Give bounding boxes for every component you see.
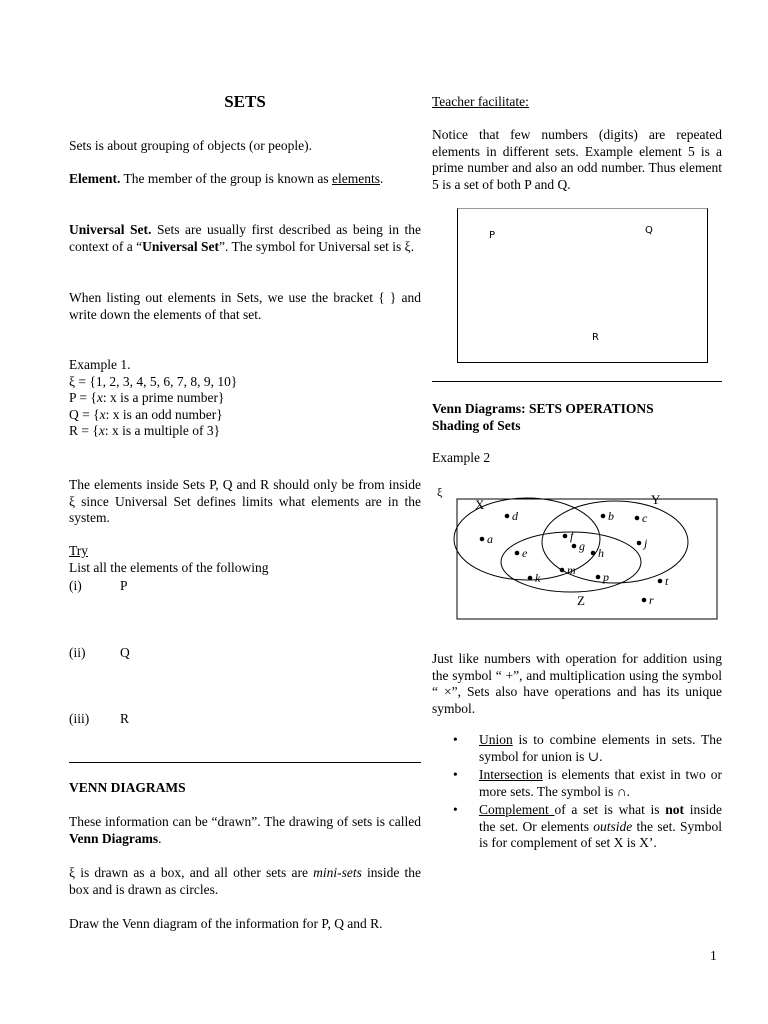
example-1-heading: Example 1. <box>69 357 131 372</box>
try-instruction: List all the elements of the following <box>69 559 269 575</box>
intro-text: Sets is about grouping of objects (or people). <box>69 138 312 153</box>
venn-point-f <box>563 534 568 539</box>
teacher-facilitate-heading: Teacher facilitate: <box>432 94 529 109</box>
venn-label-h: h <box>598 546 604 560</box>
box-text: ξ is drawn as a box, and all other sets are mini-sets inside the box and is drawn as circles. <box>69 865 421 897</box>
venn-label-g: g <box>579 539 585 553</box>
try-item-r: (iii) R <box>69 711 130 726</box>
venn-label-d: d <box>512 509 518 523</box>
notice-text: Notice that few numbers (digits) are repeated elements in different sets. Example element 5 is a prime number and also an odd number. Thus element 5 is a set of both P and Q. <box>432 127 722 192</box>
try-heading: Try <box>69 543 89 558</box>
draw-instruction: Draw the Venn diagram of the information for P, Q and R. <box>69 916 383 931</box>
element-text: The member of the group is known as <box>120 171 332 186</box>
venn-point-p <box>596 575 601 580</box>
drawn-text: These information can be “drawn”. The drawing of sets is called Venn Diagrams. <box>69 814 421 846</box>
venn-label-r: r <box>649 593 654 607</box>
section-divider-left <box>69 762 421 763</box>
set-q-line: Q = {x: x is an odd number} <box>69 406 223 422</box>
pqr-venn-box <box>457 208 708 363</box>
example-2-heading: Example 2 <box>432 450 491 465</box>
venn-point-g <box>572 544 577 549</box>
intersection-item: • Intersection is elements that exist in two or more sets. The symbol is ∩. <box>432 767 722 800</box>
venn-point-a <box>480 537 485 542</box>
set-z-label: Z <box>577 593 585 608</box>
inside-text: The elements inside Sets P, Q and R should only be from inside ξ since Universal Set defines limits what elements are in the system. <box>69 477 421 525</box>
try-item-p: (i) P <box>69 578 128 593</box>
venn-label-j: j <box>644 536 648 550</box>
page-number: 1 <box>710 948 717 963</box>
venn-point-r <box>642 598 647 603</box>
complement-item: • Complement of a set is what is not inside the set. Or elements outside the set. Symbol is for complement of set X is X’. <box>432 802 722 852</box>
section-divider-right <box>432 381 722 382</box>
venn-label-m: m <box>567 563 576 577</box>
union-item: • Union is to combine elements in sets. The symbol for union is ∪. <box>432 732 722 765</box>
venn-point-d <box>505 514 510 519</box>
universal-box <box>457 499 717 619</box>
venn-point-e <box>515 551 520 556</box>
example-1 <box>69 357 421 440</box>
element-definition: Element. The member of the group is known as elements. <box>69 171 384 186</box>
venn-label-b: b <box>608 509 614 523</box>
venn-label-c: c <box>642 511 648 525</box>
listing-text: When listing out elements in Sets, we use the bracket { } and write down the elements of that set. <box>69 290 421 322</box>
box-label-p: P <box>489 230 496 241</box>
venn-point-m <box>560 568 565 573</box>
venn-point-j <box>637 541 642 546</box>
try-section <box>69 543 421 576</box>
venn-label-k: k <box>535 571 541 585</box>
venn-diagrams-heading: VENN DIAGRAMS <box>69 780 186 795</box>
elements-link: elements <box>331 171 380 186</box>
universal-term: Universal Set. <box>69 222 152 237</box>
operations-list <box>432 732 722 854</box>
venn-label-e: e <box>522 546 528 560</box>
page-title: SETS <box>224 92 266 111</box>
box-label-q: Q <box>645 225 653 236</box>
venn-xi-label: ξ <box>437 485 443 499</box>
venn-label-a: a <box>487 532 493 546</box>
element-term: Element. <box>69 171 121 186</box>
xyz-venn-diagram <box>432 484 722 624</box>
venn-point-t <box>658 579 663 584</box>
venn-point-h <box>591 551 596 556</box>
numbers-text: Just like numbers with operation for addition using the symbol “ +”, and multiplication using the symbol “ ×”, Sets also have operations and has its unique symbol. <box>432 651 722 716</box>
universal-set-definition: Universal Set. Sets are usually first described as being in the context of a “Universal Set”. The symbol for Universal set is ξ. <box>69 222 422 254</box>
venn-label-f: f <box>570 529 574 543</box>
box-label-r: R <box>592 332 599 343</box>
set-r-line: R = {x: x is a multiple of 3} <box>69 423 221 438</box>
venn-point-b <box>601 514 606 519</box>
set-p-line: P = {x: x is a prime number} <box>69 390 225 405</box>
sets-operations-heading: Venn Diagrams: SETS OPERATIONS Shading of Sets <box>432 401 654 433</box>
try-item-q: (ii) Q <box>69 645 130 660</box>
universal-set-line: ξ = {1, 2, 3, 4, 5, 6, 7, 8, 9, 10} <box>69 373 238 389</box>
venn-point-k <box>528 576 533 581</box>
venn-point-c <box>635 516 640 521</box>
set-y-label: Y <box>651 492 661 507</box>
set-x-label: X <box>475 497 485 512</box>
venn-label-t: t <box>665 574 669 588</box>
venn-label-p: p <box>603 570 609 584</box>
